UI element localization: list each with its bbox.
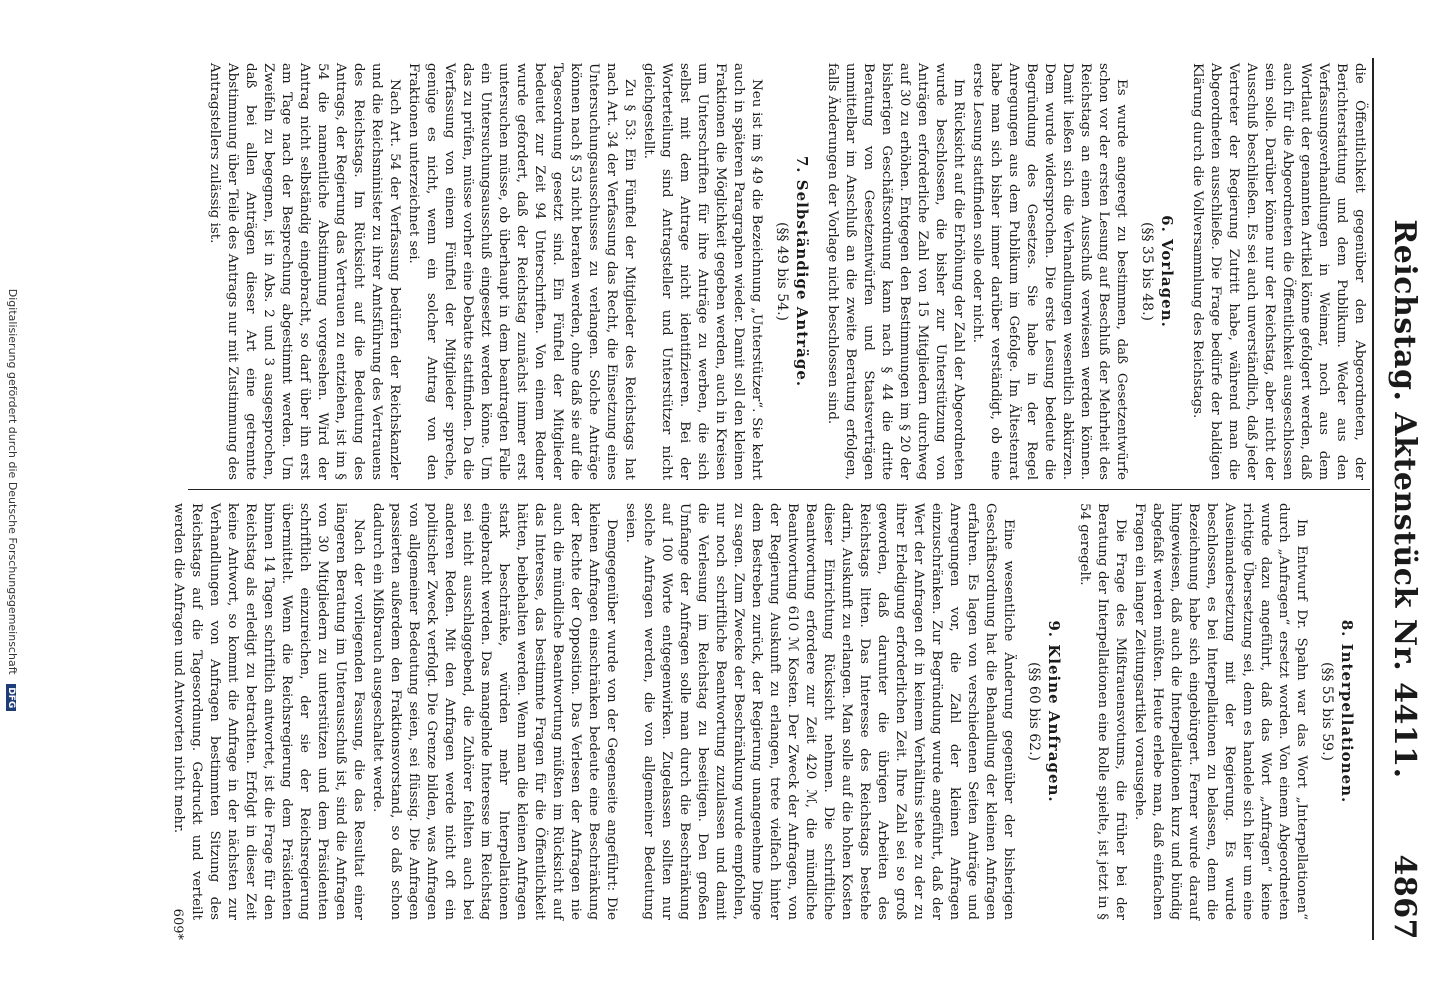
paragraph: Im Entwurf Dr. Spahn war das Wort „Interpellationen“ durch „Anfragen“ ersetzt worden. Von einem Abgeordneten wurde dazu angeführt, daß das Wort „Anfragen“ keine richtige Übersetzung sei, denn es handele sich hier um eine Auseinandersetzung mit der Regierung. Es wurde beschlossen, es bei Interpellationen zu belassen, denn die Bezeichnung habe sich eingebürgert. Ferner wurde darauf hingewiesen, daß auch die Interpellationen kurz und bündig abgefaßt werden müßten. Heute erlebe man, daß einfachen Fragen ein langer Zeitungsartikel vorausgehe. (1132, 503, 1309, 920)
paragraph: Im Rücksicht auf die Erhöhung der Zahl der Abgeordneten wurde beschlossen, die bisher zur Unterstützung von Anträgen erforderliche Zahl von 15 Mitgliedern durchweg auf 30 zu erhöhen. Entgegen den Bestimmungen im § 20 der bisherigen Geschäftsordnung kann nach § 44 die dritte Beratung von Gesetzentwürfen und Staatsverträgen unmittelbar im Anschluß an die zweite Beratung erfolgen, falls Änderungen der Vorlage nicht beschlossen sind. (825, 63, 966, 480)
section-subheading-vorlagen: (§§ 35 bis 48.) (1139, 222, 1155, 321)
section-subheading-antraege: (§§ 49 bis 54.) (774, 222, 790, 321)
paragraph: Es wurde angeregt zu bestimmen, daß Gesetzentwürfe schon vor der ersten Lesung auf Beschluß der Mehrheit des Reichstags an einen Ausschuß verwiesen werden können. Damit ließen sich die Verhandlungen wesentlich abkürzen. Dem wurde widersprochen. Die erste Lesung bedeute die Begründung des Gesetzes. Sie habe in der Regel Anregungen aus dem Publikum im Gefolge. Im Ältestenrat habe man sich bisher immer darüber verständigt, ob eine erste Lesung stattfinden solle oder nicht. (970, 63, 1129, 480)
intro-paragraph: die Öffentlichkeit gegenüber den Abgeordneten, der Berichterstattung und dem Publikum. Weder aus den Verfassungsverhandlungen in Weimar, noch aus dem Wortlaut der genannten Artikel könne gefolgert werden, daß auch für die Abgeordneten die Öffentlichkeit ausgeschlossen sein solle. Darüber könne nur der Reichstag, aber nicht der Ausschuß beschließen. Es sei auch unverständlich, daß jeder Vertreter der Regierung Zutritt habe, während man die Abgeordneten ausschließe. Die Frage bedürfe der baldigen Klärung durch die Vollversammlung des Reichstags. (1190, 63, 1367, 480)
column-divider (188, 489, 1370, 490)
page-number: 4867 (1387, 854, 1422, 940)
signature-mark: 609* (170, 908, 185, 940)
page-header (1382, 58, 1422, 940)
paragraph: Die Frage des Mißtrauensvotums, die früher bei der Beratung der Interpellationen eine Rolle spielte, ist jetzt in § 54 geregelt. (1077, 503, 1128, 920)
dfg-logo: DFG (6, 684, 16, 711)
section-heading-vorlagen: 6. Vorlagen. (1158, 215, 1176, 328)
section-heading-kleine-anfragen: 9. Kleine Anfragen. (1045, 620, 1063, 803)
paragraph: Demgegenüber wurde von der Gegenseite angeführt: Die kleinen Anfragen einschränken bedeute eine Beschränkung der Rechte der Opposition. Das Verlesen der Anfragen nie auch die mündliche Beantwortung müßten im Rücksicht auf das Interesse, das bestimmte Fragen für die Öffentlichkeit hätten, beibehalten werden. Wenn man die kleinen Anfragen stark beschränke, würden mehr Interpellationen eingebracht werden. Das mangelnde Interesse im Reichstag sei nicht ausschlaggebend, die Zuhörer fehlten auch bei anderen Reden. Mit den Anfragen werde nicht oft ein politischer Zweck verfolgt. Die Grenze bilden, was Anfragen von allgemeiner Bedeutung seien, sei flüssig. Die Anfragen passierten außerdem den Fraktionsvorstand, so daß schon dadurch ein Mißbrauch ausgeschaltet werde. (370, 503, 619, 920)
paragraph: Nach Art. 54 der Verfassung bedürfen der Reichskanzler und die Reichsminister zu ihrer Amtsführung des Vertrauens des Reichstags. Im Rücksicht auf die Bedeutung des Antrags, der Regierung das Vertrauen zu entziehen, ist im § 54 die namentliche Abstimmung vorgesehen. Wird der Antrag nicht selbständig eingebracht, so darf über ihn erst am Tage nach der Besprechung abgestimmt werden. Um Zweifeln zu begegnen, ist in Abs. 2 und 3 ausgesprochen, daß bei allen Anträgen dieser Art eine getrennte Abstimmung über Teile des Antrags nur mit Zustimmung des Antragstellers zulässig ist. (207, 63, 402, 480)
paragraph: Zu § 53: Ein Fünftel der Mitglieder des Reichstags hat nach Art. 34 der Verfassung das Recht, die Einsetzung eines Untersuchungsausschusses zu verlangen. Solche Anträge können nach § 53 nicht beraten werden, ohne daß sie auf die Tagesordnung gesetzt sind. Ein Fünftel der Mitglieder bedeutet zur Zeit 94 Unterschriften. Von einem Redner wurde gefordert, daß der Reichstag zunächst immer erst untersuchen müsse, ob überhaupt in dem beantragten Falle ein Untersuchungsausschuß eingesetzt werden könne. Um das zu prüfen, müsse vorher eine Debatte stattfinden. Da die Verfassung von einem Fünftel der Mitglieder spreche, genüge es nicht, wenn ein solcher Antrag von den Fraktionen unterzeichnet sei. (406, 63, 637, 480)
section-heading-interpellationen: 8. Interpellationen. (1338, 619, 1356, 804)
section-heading-antraege: 7. Selbständige Anträge. (793, 155, 811, 388)
left-column (204, 63, 1368, 480)
paragraph: Eine wesentliche Änderung gegenüber der bisherigen Geschäftsordnung hat die Behandlung der kleinen Anfragen erfahren. Es lagen von verschiedenen Seiten Anträge und Anregungen vor, die Zahl der kleinen Anfragen einzuschränken. Zur Begründung wurde angeführt, daß der Wert der Anfragen oft in keinem Verhältnis stehe zu der zu ihrer Erledigung erforderlichen Zeit. Ihre Zahl sei so groß geworden, daß darunter die übrigen Arbeiten des Reichstags litten. Das Interesse des Reichstags bestehe darin, Auskunft zu erlangen. Man solle auf die hohen Kosten dieser Einrichtung Rücksicht nehmen. Die schriftliche Beantwortung erfordere zur Zeit 420 ℳ, die mündliche Beantwortung 610 ℳ Kosten. Der Zweck der Anfragen, von der Regierung Auskunft zu erlangen, trete vielfach hinter dem Bestreben zurück, der Regierung unangenehme Dinge zu sagen. Zum Zwecke der Beschränkung wurde empfohlen, nur noch schriftliche Beantwortung zuzulassen und damit die Verlesung im Reichstag zu beseitigen. Den großen Umfange der Anfragen solle man durch die Beschränkung auf 100 Worte entgegenwirken. Zugelassen sollten nur solche Anfragen werden, die von allgemeiner Bedeutung seien. (623, 503, 1016, 920)
paragraph: Nach der vorliegenden Fassung, die das Resultat einer längeren Beratung im Unterausschuß ist, sind die Anfragen von 30 Mitgliedern zu unterstützen und dem Präsidenten schriftlich einzureichen, der sie der Reichsregierung übermittelt. Wenn die Reichsregierung dem Präsidenten binnen 14 Tagen schriftlich antwortet, ist die Frage für den Reichstag als erledigt zu betrachten. Erfolgt in dieser Zeit keine Antwort, so kommt die Anfrage in der nächsten zur Verhandlungen von Anfragen bestimmten Sitzung des Reichstags auf die Tagesordnung. Gedruckt und verteilt werden die Anfragen und Antworten nicht mehr. (171, 503, 366, 920)
section-subheading-interpellationen: (§§ 55 bis 59.) (1319, 662, 1335, 761)
digitization-text: Digitalisierung gefördert durch die Deutsche Forschungsgemeinschaft (6, 288, 19, 675)
paragraph: Neu ist im § 49 die Bezeichnung „Unterstützer“. Sie kehrt auch in späteren Paragraphen wieder. Damit soll den kleinen Fraktionen die Möglichkeit gegeben werden, auch in Kreisen um Unterschriften für ihre Anträge zu werben, die sich selbst mit dem Antrage nicht identifizieren. Bei der Worterteilung sind Antragsteller und Unterstützer nicht gleichgestellt. (641, 63, 764, 480)
header-rule (1372, 58, 1374, 940)
digitization-notice (6, 0, 19, 1000)
section-subheading-kleine-anfragen: (§§ 60 bis 62.) (1026, 662, 1042, 761)
right-column (168, 503, 1368, 920)
page-title: Reichstag. Aktenstück Nr. 4411. (1387, 219, 1422, 779)
